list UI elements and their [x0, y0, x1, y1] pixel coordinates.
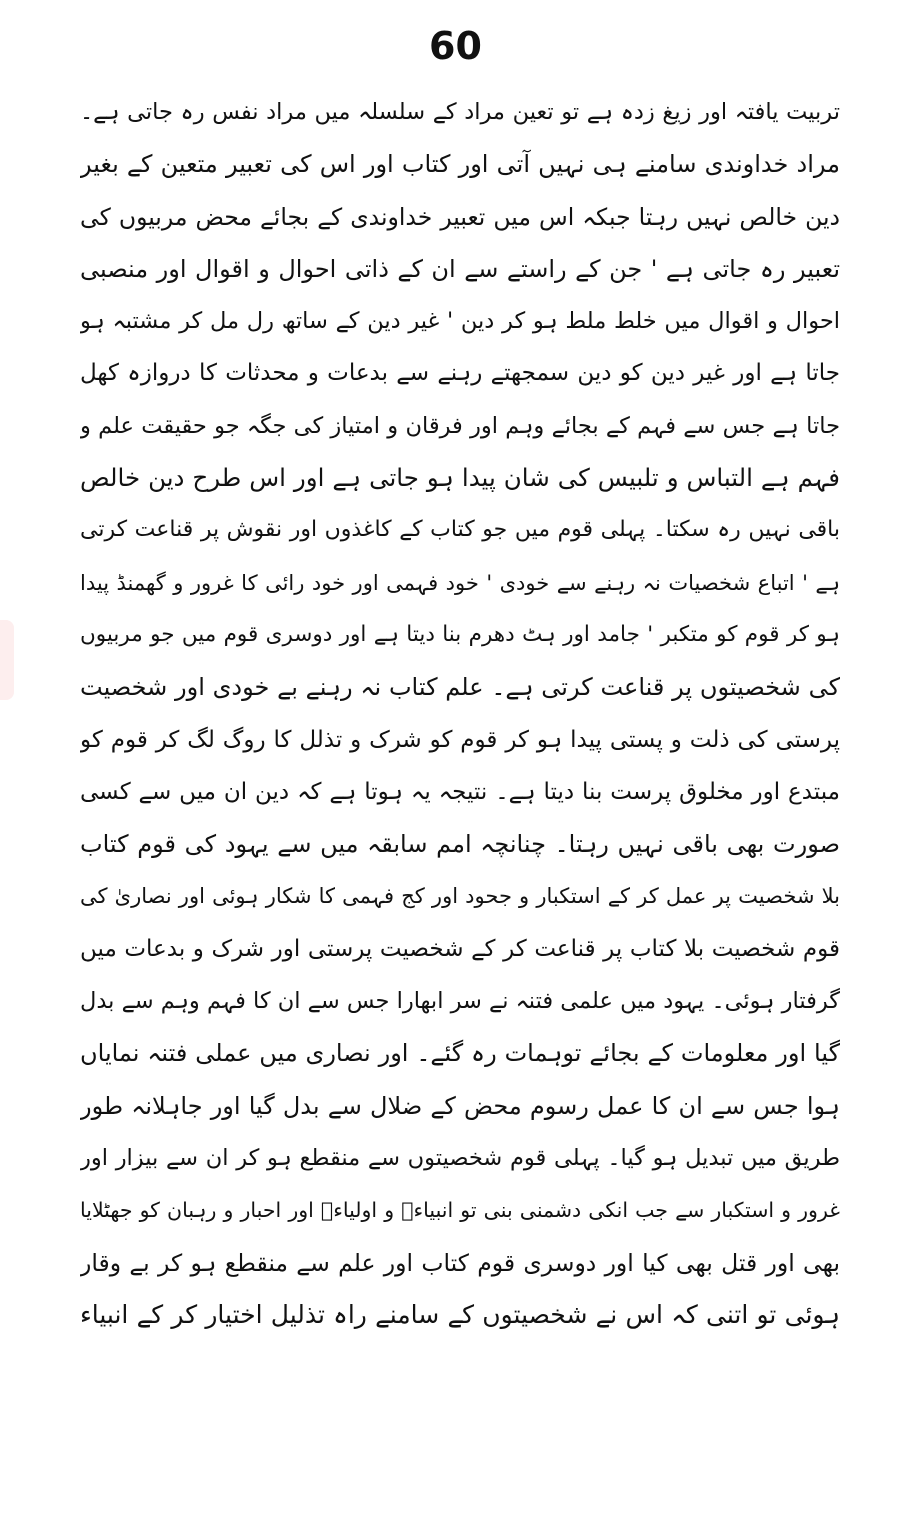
text-line: ہوئی تو اتنی کہ اس نے شخصیتوں کے سامنے راہ تذلیل اختیار کر کے انبیاء	[80, 1299, 840, 1329]
text-line: بلا شخصیت پر عمل کر کے استکبار و جحود اور کج فہمی کا شکار ہوئی اور نصاریٰ کی	[80, 884, 840, 909]
urdu-text-body	[80, 86, 840, 1341]
text-line: طریق میں تبدیل ہو گیا۔ پہلی قوم شخصیتوں سے منقطع ہو کر ان سے بیزار اور	[80, 1144, 840, 1171]
text-line: جاتا ہے اور غیر دین کو دین سمجھتے رہنے سے بدعات و محدثات کا دروازہ کھل	[80, 360, 840, 387]
text-line: مبتدع اور مخلوق پرست بنا دیتا ہے۔ نتیجہ یہ ہوتا ہے کہ دین ان میں سے کسی	[80, 778, 840, 805]
text-line: تعبیر رہ جاتی ہے ' جن کے راستے سے ان کے ذاتی احوال و اقوال اور منصبی	[80, 254, 840, 283]
page-number: 60	[429, 24, 482, 68]
text-line: پرستی کی ذلت و پستی پیدا ہو کر قوم کو شرک و تذلل کا روگ لگ کر قوم کو	[80, 726, 840, 753]
text-line: بھی اور قتل بھی کیا اور دوسری قوم کتاب اور علم سے منقطع ہو کر بے وقار	[80, 1248, 840, 1277]
text-line: مراد خداوندی سامنے ہی نہیں آتی اور کتاب اور اس کی تعبیر متعین کے بغیر	[80, 150, 840, 179]
text-line: ہو کر قوم کو متکبر ' جامد اور ہٹ دھرم بنا دیتا ہے اور دوسری قوم میں جو مربیوں	[80, 621, 840, 647]
text-line: غرور و استکبار سے جب انکی دشمنی بنی تو انبیاءؑ و اولیاءؒ اور احبار و رہبان کو جھٹلایا	[80, 1198, 840, 1223]
text-line: باقی نہیں رہ سکتا۔ پہلی قوم میں جو کتاب کے کاغذوں اور نقوش پر قناعت کرتی	[80, 517, 840, 543]
text-line: دین خالص نہیں رہتا جبکہ اس میں تعبیر خداوندی کے بجائے محض مربیوں کی	[80, 202, 840, 231]
text-line: گیا اور معلومات کے بجائے توہمات رہ گئے۔ اور نصاری میں عملی فتنہ نمایاں	[80, 1039, 840, 1068]
text-line: کی شخصیتوں پر قناعت کرتی ہے۔ علم کتاب نہ رہنے بے خودی اور شخصیت	[80, 673, 840, 702]
text-line: جاتا ہے جس سے فہم کے بجائے وہم اور فرقان و امتیاز کی جگہ جو حقیقت علم و	[80, 412, 840, 439]
text-line: ہے ' اتباع شخصیات نہ رہنے سے خودی ' خود فہمی اور خود رائی کا غرور و گھمنڈ پیدا	[80, 570, 840, 595]
page-edge-stain	[0, 620, 14, 700]
text-line: گرفتار ہوئی۔ یہود میں علمی فتنہ نے سر ابھارا جس سے ان کا فہم وہم سے بدل	[80, 988, 840, 1015]
text-line: تربیت یافتہ اور زیغ زدہ ہے تو تعین مراد کے سلسلہ میں مراد نفس رہ جاتی ہے۔	[80, 99, 840, 125]
text-line: صورت بھی باقی نہیں رہتا۔ چنانچہ امم سابقہ میں سے یہود کی قوم کتاب	[80, 830, 840, 859]
text-line: فہم ہے التباس و تلبیس کی شان پیدا ہو جاتی ہے اور اس طرح دین خالص	[80, 463, 840, 493]
text-line: ہوا جس سے ان کا عمل رسوم محض کے ضلال سے بدل گیا اور جاہلانہ طور	[80, 1091, 840, 1120]
text-line: احوال و اقوال میں خلط ملط ہو کر دین ' غیر دین کے ساتھ رل مل کر مشتبہ ہو	[80, 308, 840, 335]
text-line: قوم شخصیت بلا کتاب پر قناعت کر کے شخصیت پرستی اور شرک و بدعات میں	[80, 935, 840, 962]
